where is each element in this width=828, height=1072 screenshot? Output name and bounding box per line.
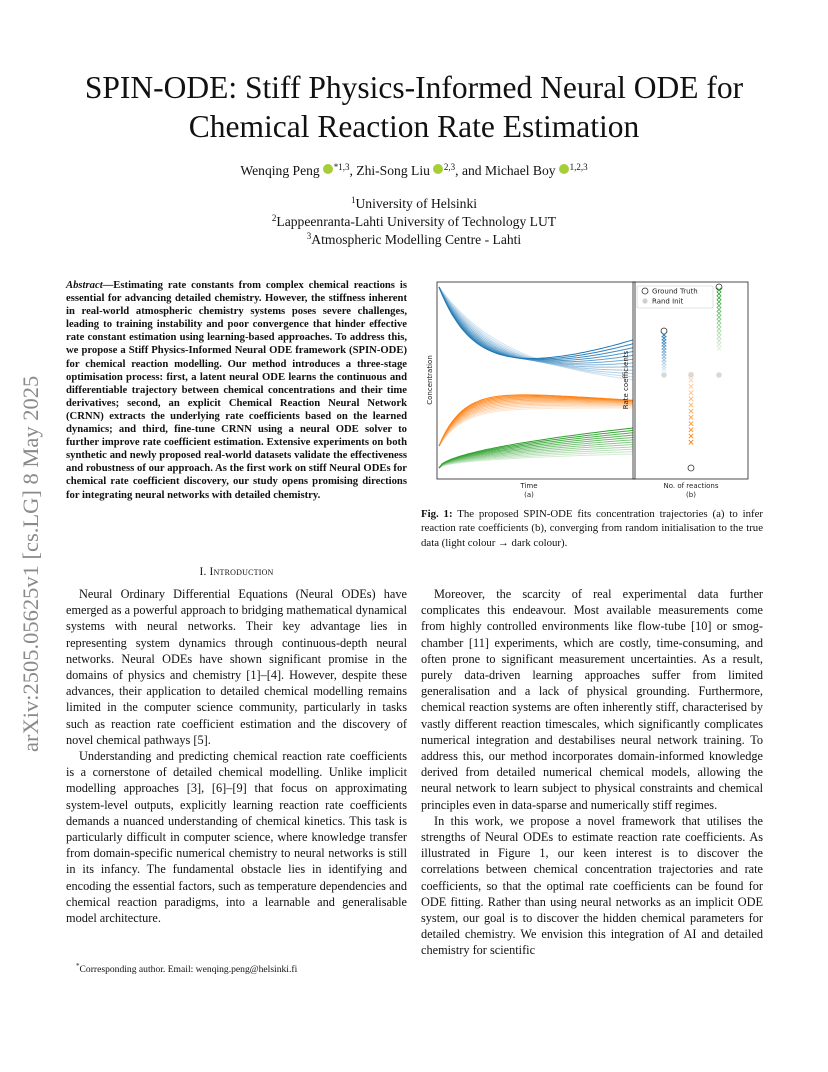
affiliation [0,195,828,212]
author-list [0,162,828,179]
green-marker [717,303,721,307]
affiliation-sup: 3 [306,231,312,241]
section-heading: I. Introduction [199,566,274,578]
orcid-icon[interactable] [433,164,443,174]
green-marker [717,323,721,327]
author-separator: , and [455,163,485,178]
green-marker [717,339,721,343]
panel-b-markers [661,284,722,471]
author-name: Zhi-Song Liu [356,163,430,178]
panel-b-ylabel: Rate coefficients [622,350,630,410]
paper-title: SPIN-ODE: Stiff Physics-Informed Neural ODE for Chemical Reaction Rate Estimation [84,70,744,144]
panel-a-ylabel: Concentration [426,355,434,405]
affiliation-text: Atmospheric Modelling Centre - Lahti [311,232,522,247]
panel-a-curves [439,287,633,468]
legend-rand-init-marker [642,298,647,303]
affiliation-sup: 2 [271,213,277,223]
orange-marker [689,434,693,438]
affiliation-sup: 1 [350,195,356,205]
green-marker [717,311,721,315]
green-marker [717,346,721,350]
orange-marker [689,428,693,432]
footnote [66,962,417,975]
figure-svg [421,278,763,500]
legend [637,286,713,308]
paragraph: In this work, we propose a novel framework that utilises the strengths of Neural ODEs to estimate reaction rate coefficients. As illustrated in Figure 1, our keen interest is to discover the correlations between chemical concentration trajectories and rate coefficients, so that the optimal rate coefficients can be found for ODE fitting. Rather than using neural networks as an implicit ODE system, our goal is to discover the hidden chemical parameters for detailed chemistry. We envision this integration of AI and detailed chemistry for scientific [421,813,763,958]
legend-rand-init: Rand Init [652,297,684,306]
green-marker [717,296,721,300]
green-marker [717,300,721,304]
footnote-mark: * [76,962,80,970]
intro-right-column [421,586,763,959]
paragraph: Understanding and predicting chemical reaction rate coefficients is a cornerstone of detailed chemical modelling. Unlike implicit modelling approaches [3], [6]–[9] that focus on approximating system-level outputs, explicitly learning reaction rate coefficients demands a nuanced understanding of chemical kinetics. This task is particularly difficult in computer science, where knowledge transfer from domain-specific numerical chemistry to neural networks is still in its infancy. The fundamental obstacle lies in identifying and encoding the essential factors, such as temperature dependencies and chemical reaction paradigms, into a learnable and generalisable model architecture. [66,749,407,926]
rand-init-marker [688,372,694,378]
orange-marker [689,384,693,388]
orange-marker [689,440,693,444]
panel-b-xlabel: No. of reactions [663,482,719,490]
abstract-text: —Estimating rate constants from complex chemical reactions is essential for advancing detailed chemistry. However, the stiffness inherent in real-world atmospheric chemistry systems poses severe challenges, leading to training instability and poor convergence that hinder effective rate constant estimation using learning-based approaches. To address this, we propose a Stiff Physics-Informed Neural ODE framework (SPIN-ODE) for chemical reaction modelling. Our method introduces a three-stage optimisation process: first, a latent neural ODE learns the continuous and differentiable trajectory between chemical concentrations and their time derivatives; second, an explicit Chemical Reaction Neural Network (CRNN) extracts the underlying rate coefficients based on the learned dynamics; and third, fine-tune CRNN using a neural ODE solver to further improve rate coefficient estimation. Extensive experiments on both synthetic and newly proposed real-world datasets validate the effectiveness and robustness of our approach. As the first work on stiff Neural ODEs for chemical rate coefficient discovery, our study opens promising directions for integrating neural networks with detailed chemistry. [66,280,407,501]
caption-label: Fig. 1: [421,508,453,520]
abstract [66,279,407,502]
rand-init-marker [716,372,722,378]
paragraph: Neural Ordinary Differential Equations (Neural ODEs) have emerged as a powerful approach to bridging mathematical dynamical systems with neural networks. Their key advantage lies in representing system dynamics through continuous-depth neural networks. Neural ODEs have shown significant promise in the domains of physics and chemistry [1]–[4]. However, despite these advances, their application to detailed chemical modelling remains limited in the computer science community, particularly in tasks such as reaction rate coefficient estimation and the discovery of novel chemical pathways [5]. [66,587,407,747]
green-marker [717,319,721,323]
green-marker [717,342,721,346]
abstract-label: Abstract [66,280,103,291]
figure-1 [421,278,763,500]
orange-marker [689,378,693,382]
arxiv-stamp[interactable] [8,280,48,760]
green-marker [717,315,721,319]
orcid-icon[interactable] [323,164,333,174]
author-affil-sup: *1,3 [333,162,350,172]
ground-truth-marker [716,284,722,290]
orange-marker [689,409,693,413]
author-affil-sup: 1,2,3 [569,162,588,172]
caption-text: The proposed SPIN-ODE fits concentration trajectories (a) to infer reaction rate coefficients (b), converging from random initialisation to the true data (light colour → dark colour). [421,508,763,549]
footnote-text: Corresponding author. Email: wenqing.peng@helsinki.fi [79,964,298,975]
panel-b-tag: (b) [686,491,696,499]
orange-marker [689,415,693,419]
intro-left-column [66,586,407,926]
panel-a-xlabel: Time [520,482,538,490]
author-name: Michael Boy [484,163,556,178]
green-marker [717,292,721,296]
green-marker [717,307,721,311]
affiliation-text: University of Helsinki [355,196,478,211]
green-marker [717,335,721,339]
author-affil-sup: 2,3 [443,162,456,172]
ground-truth-marker [688,465,694,471]
orange-marker [689,421,693,425]
green-marker [717,327,721,331]
green-marker [717,331,721,335]
panel-a-tag: (a) [524,491,534,499]
arxiv-stamp-text: arXiv:2505.05625v1 [cs.LG] 8 May 2025 [18,375,43,752]
orange-marker [689,390,693,394]
author-separator: , [349,163,357,178]
orange-marker [689,403,693,407]
orange-marker [689,397,693,401]
affiliation [0,231,828,248]
orcid-icon[interactable] [559,164,569,174]
legend-ground-truth: Ground Truth [652,287,698,296]
paragraph: Moreover, the scarcity of real experimental data further complicates this endeavour. Most available measurements come from highly controlled environments like flow-tube [10] or smog-chamber [11] experiments, which are costly, time-consuming, and often prone to significant measurement uncertainties. As a result, purely data-driven learning approaches suffer from limited generalisation and a lack of physical grounding. Furthermore, chemical reaction systems are often inherently stiff, characterised by vastly different reaction timescales, which significantly complicates numerical integration and destabilises neural network training. To address this, our method incorporates domain-informed knowledge derived from detailed numerical chemical models, allowing the neural network to learn subject to physical constraints and chemical principles even in data-sparse and numerically stiff regimes. [421,587,763,812]
affiliation [0,213,828,230]
affiliation-text: Lappeenranta-Lahti University of Technology LUT [276,214,557,229]
blue-marker [662,367,666,371]
author-name: Wenqing Peng [240,163,320,178]
rand-init-marker [661,372,667,378]
figure-caption [421,507,763,550]
